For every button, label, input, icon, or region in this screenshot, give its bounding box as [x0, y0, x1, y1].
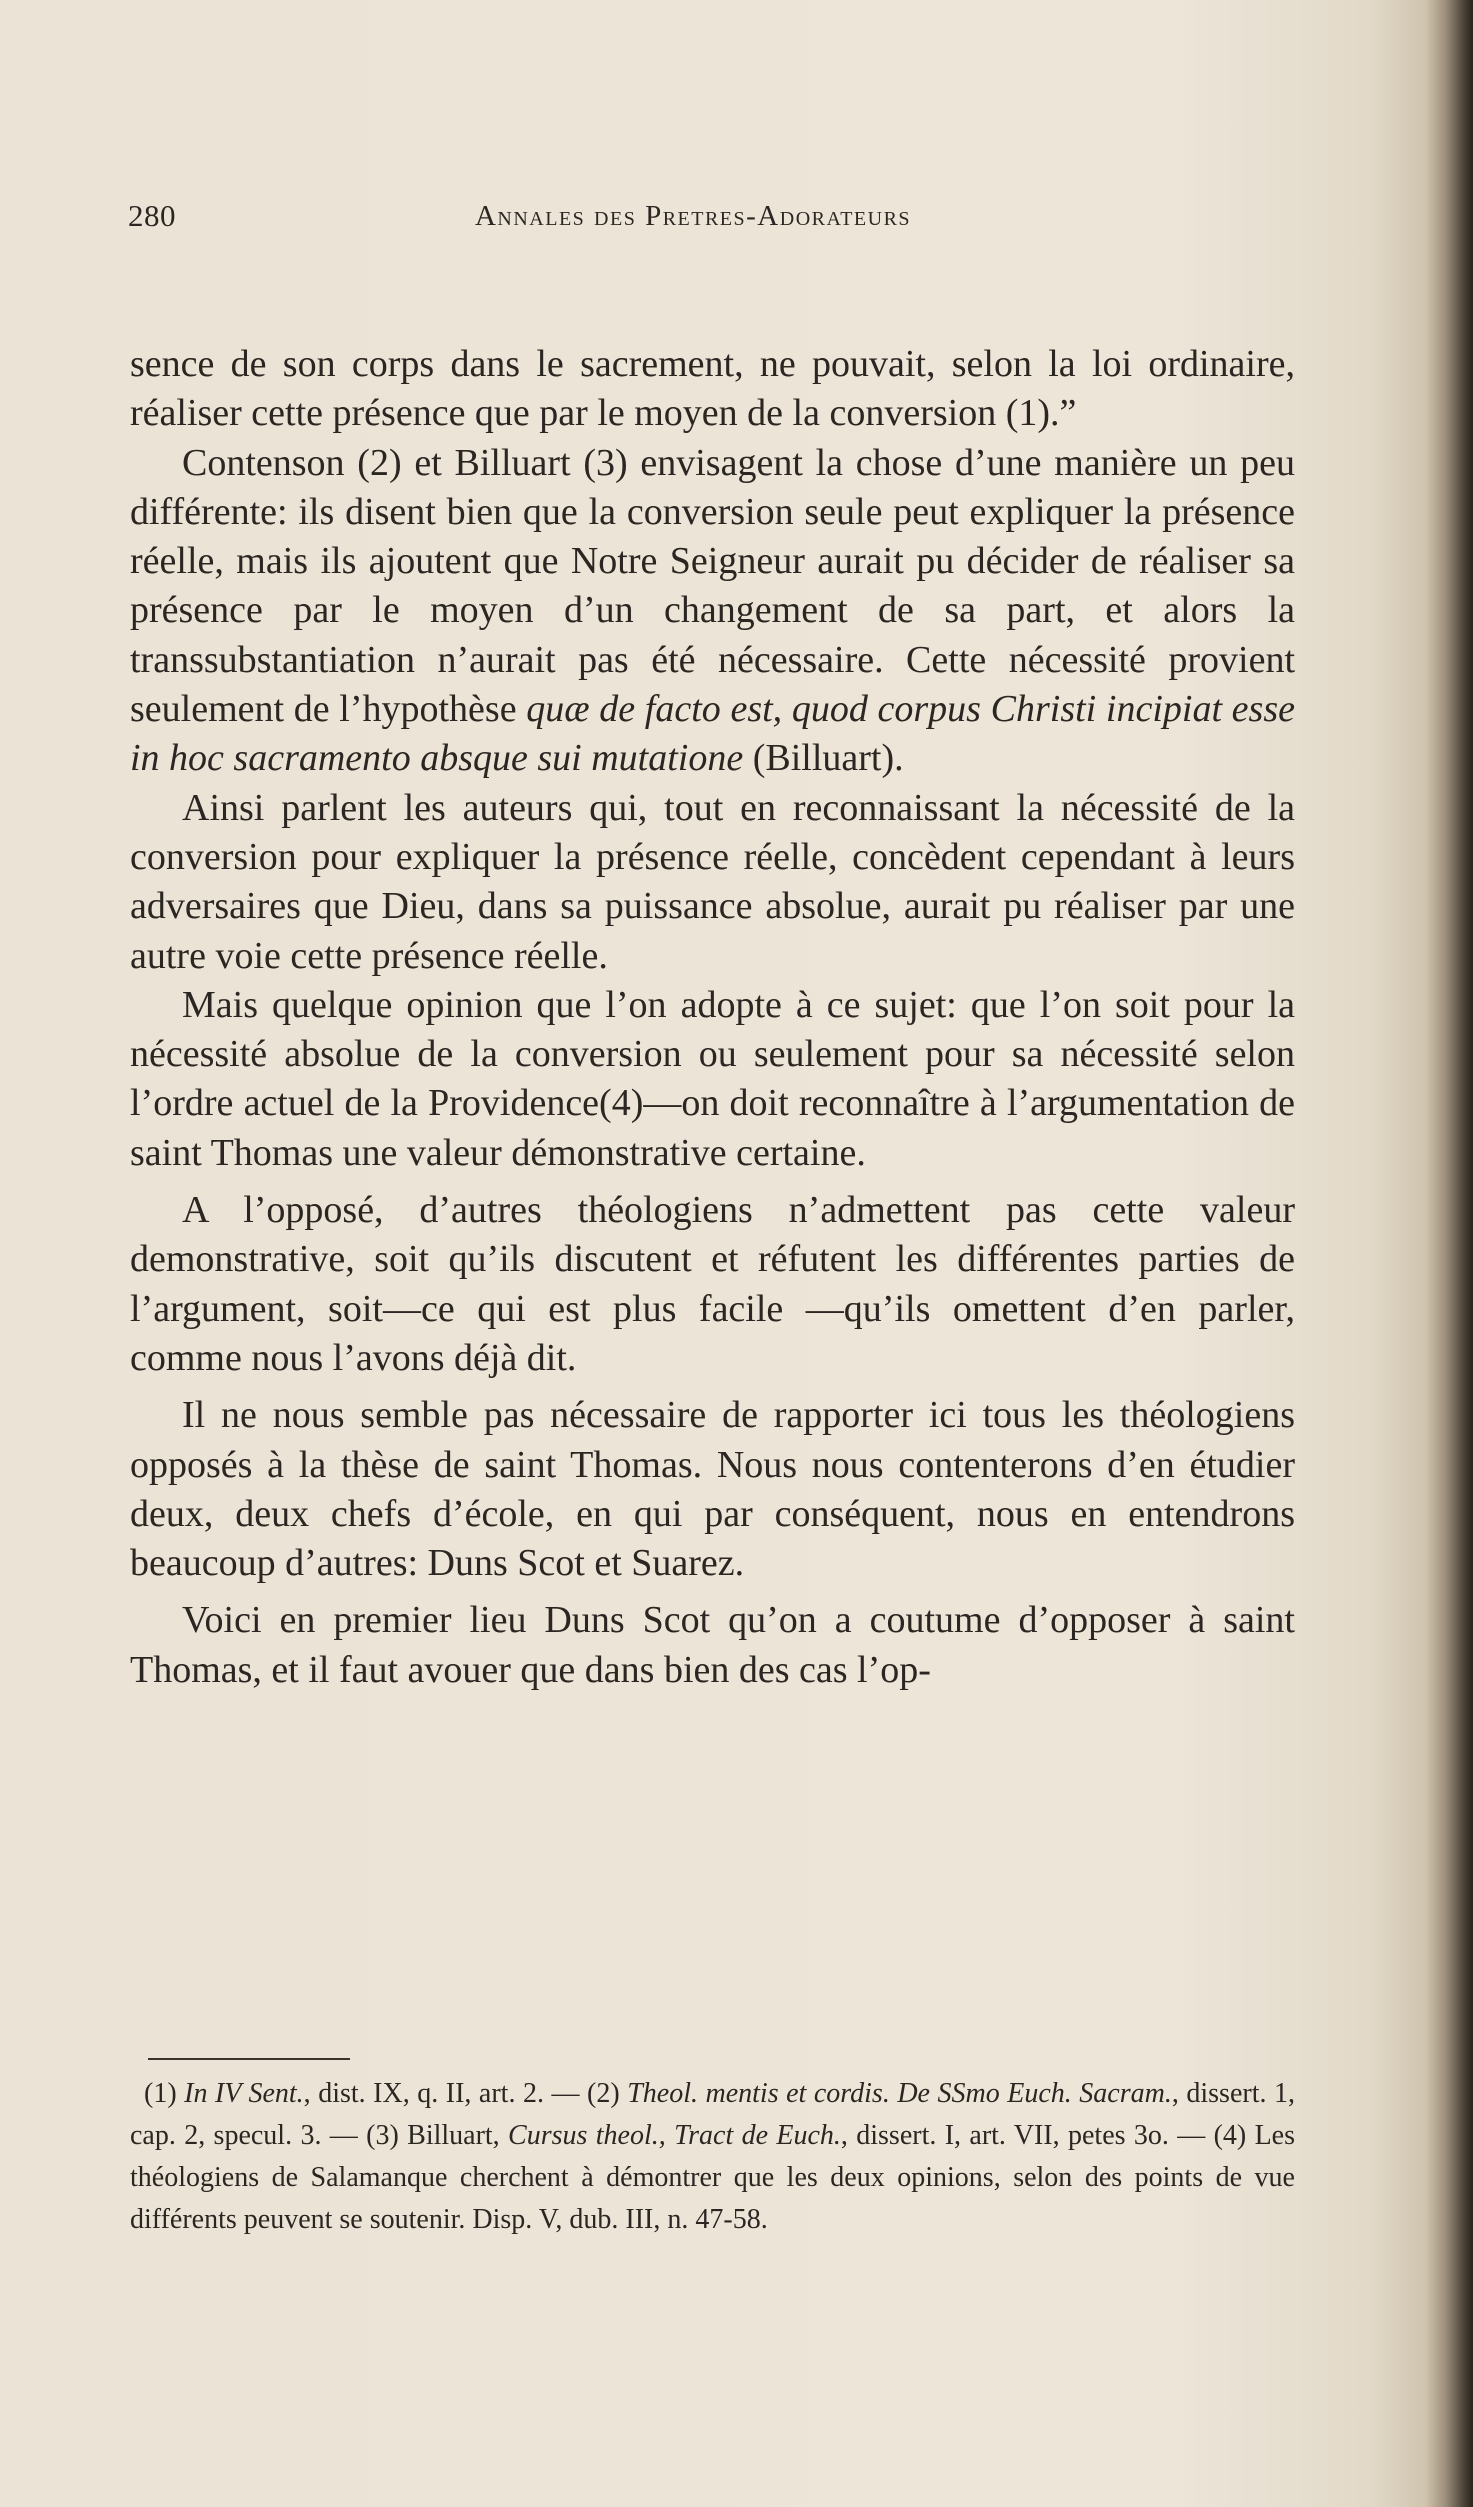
text-run: , dissert. 1, cap. 2, specul. 3. — (3) Billuart,: [130, 2078, 1296, 2151]
text-run: Il ne nous semble pas nécessaire de rapporter ici tous les théologiens opposés à la thèse de saint Thomas. Nous nous contenterons d’en étudier deux, deux chefs d’école, en qui par conséquent, nous en entendrons beaucoup d’autres: Duns Scot et Suarez.: [130, 1394, 1295, 1585]
book-spine-shadow: [1427, 0, 1473, 2507]
text-run: Ainsi parlent les auteurs qui, tout en reconnaissant la nécessité de la conversion pour expliquer la présence réelle, concèdent cependant à leurs adversaires que Dieu, dans sa puissance absolue, aurait pu réaliser par une autre voie cette présence réelle.: [130, 786, 1295, 977]
text-run: sence de son corps dans le sacrement, ne pouvait, selon la loi ordinaire, réaliser cette présence que par le moyen de la conversion (1).”: [130, 343, 1295, 435]
paragraph: [130, 784, 1295, 981]
footnotes: [130, 2073, 1295, 2241]
footnote-text: [130, 2073, 1295, 2241]
text-run: A l’opposé, d’autres théologiens n’admettent pas cette valeur demonstrative, soit qu’ils discutent et réfutent les différentes parties de l’argument, soit—ce qui est plus facile —qu’ils omettent d’en parler, comme nous l’avons déjà dit.: [130, 1189, 1295, 1379]
running-title: Annales des Pretres-Adorateurs: [474, 200, 912, 232]
text-run: Voici en premier lieu Duns Scot qu’on a coutume d’opposer à saint Thomas, et il faut avouer que dans bien des cas l’op-: [130, 1599, 1295, 1691]
text-run: , dissert. I, art. VII, petes 3o. — (4) Les théologiens de Salamanque cherchent à démontrer que les deux opinions, selon des points de vue différents peuvent se soutenir. Disp. V, dub. III, n. 47-58.: [130, 2120, 1295, 2235]
page-header: [128, 198, 1293, 238]
italic-text: Cursus theol., Tract de Euch.: [508, 2120, 841, 2151]
text-run: (Billuart).: [743, 737, 904, 780]
italic-text: Theol. mentis et cordis. De SSmo Euch. Sacram.: [627, 2078, 1172, 2109]
italic-text: quæ de facto est, quod corpus Christi incipiat esse in hoc sacramento absque sui mutatione: [130, 688, 1295, 780]
footnote-rule: [148, 2058, 350, 2060]
text-run: Mais quelque opinion que l’on adopte à ce sujet: que l’on soit pour la nécessité absolue de la conversion ou seulement pour sa nécessité selon l’ordre actuel de la Providence(4)—on doit reconnaître à l’argumentation de saint Thomas une valeur démonstrative certaine.: [130, 983, 1295, 1174]
paragraph: [130, 981, 1295, 1178]
body-text: [130, 340, 1295, 1695]
paragraph: [130, 340, 1295, 439]
paragraph: [130, 1186, 1295, 1383]
italic-text: In IV Sent.: [184, 2078, 304, 2109]
paragraph: [130, 439, 1295, 784]
text-run: Contenson (2) et Billuart (3) envisagent la chose d’une manière un peu différente: ils disent bien que la conversion seule peut expliquer la présence réelle, mais ils ajoutent que Notre Seigneur aurait pu décider de réaliser sa présence par le moyen d’un changement de sa part, et alors la transsubstantiation n’aurait pas été nécessaire. Cette nécessité provient seulement de l’hypothèse: [130, 441, 1295, 731]
text-run: , dist. IX, q. II, art. 2. — (2): [303, 2078, 628, 2109]
text-run: (1): [144, 2078, 185, 2109]
paragraph: [130, 1596, 1295, 1695]
paragraph: [130, 1391, 1295, 1588]
page-number: 280: [128, 198, 176, 233]
